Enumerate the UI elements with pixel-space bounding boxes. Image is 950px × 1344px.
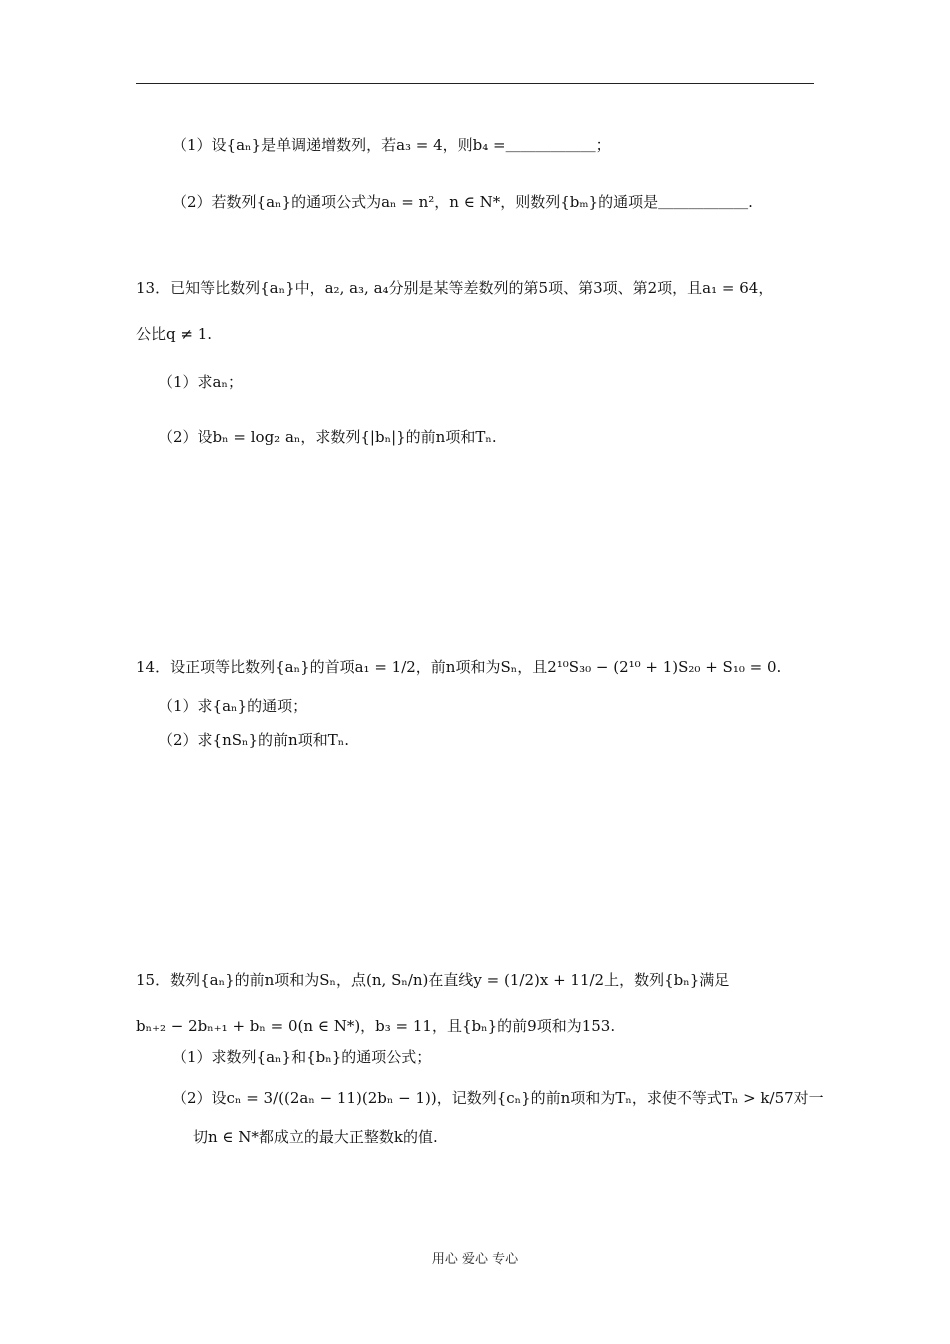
q15-stem: 15．数列{aₙ}的前n项和为Sₙ，点(n, Sₙ/n)在直线y = (1/2)x + 11/2上，数列{bₙ}满足: [136, 971, 730, 989]
header-rule: [136, 83, 814, 84]
q14-part2: （2）求{nSₙ}的前n项和Tₙ.: [158, 731, 349, 749]
q13-stem-cont: 公比q ≠ 1.: [136, 325, 213, 343]
q13-part2: （2）设bₙ = log₂ aₙ，求数列{|bₙ|}的前n项和Tₙ.: [158, 428, 497, 446]
q12-part1: （1）设{aₙ}是单调递增数列，若a₃ = 4，则b₄ =＿＿＿＿＿＿；: [172, 136, 611, 154]
q13-stem: 13．已知等比数列{aₙ}中，a₂, a₃, a₄分别是某等差数列的第5项、第3项、第2项，且a₁ = 64，: [136, 279, 774, 297]
q15-part1: （1）求数列{aₙ}和{bₙ}的通项公式；: [172, 1048, 432, 1066]
page-footer: 用心 爱心 专心: [431, 1252, 519, 1267]
q15-part2-cont: 切n ∈ N*都成立的最大正整数k的值.: [193, 1128, 438, 1146]
q15-stem-cont: bₙ₊₂ − 2bₙ₊₁ + bₙ = 0(n ∈ N*)，b₃ = 11，且{bₙ}的前9项和为153.: [136, 1017, 616, 1035]
q12-part2: （2）若数列{aₙ}的通项公式为aₙ = n²，n ∈ N*，则数列{bₘ}的通项是＿＿＿＿＿＿.: [172, 193, 753, 211]
q15-part2: （2）设cₙ = 3/((2aₙ − 11)(2bₙ − 1))，记数列{cₙ}的前n项和为Tₙ，求使不等式Tₙ > k/57对一: [172, 1089, 824, 1107]
q14-part1: （1）求{aₙ}的通项；: [158, 697, 308, 715]
q13-part1: （1）求aₙ；: [158, 373, 243, 391]
q14-stem: 14．设正项等比数列{aₙ}的首项a₁ = 1/2，前n项和为Sₙ，且2¹⁰S₃₀ − (2¹⁰ + 1)S₂₀ + S₁₀ = 0.: [136, 658, 782, 676]
